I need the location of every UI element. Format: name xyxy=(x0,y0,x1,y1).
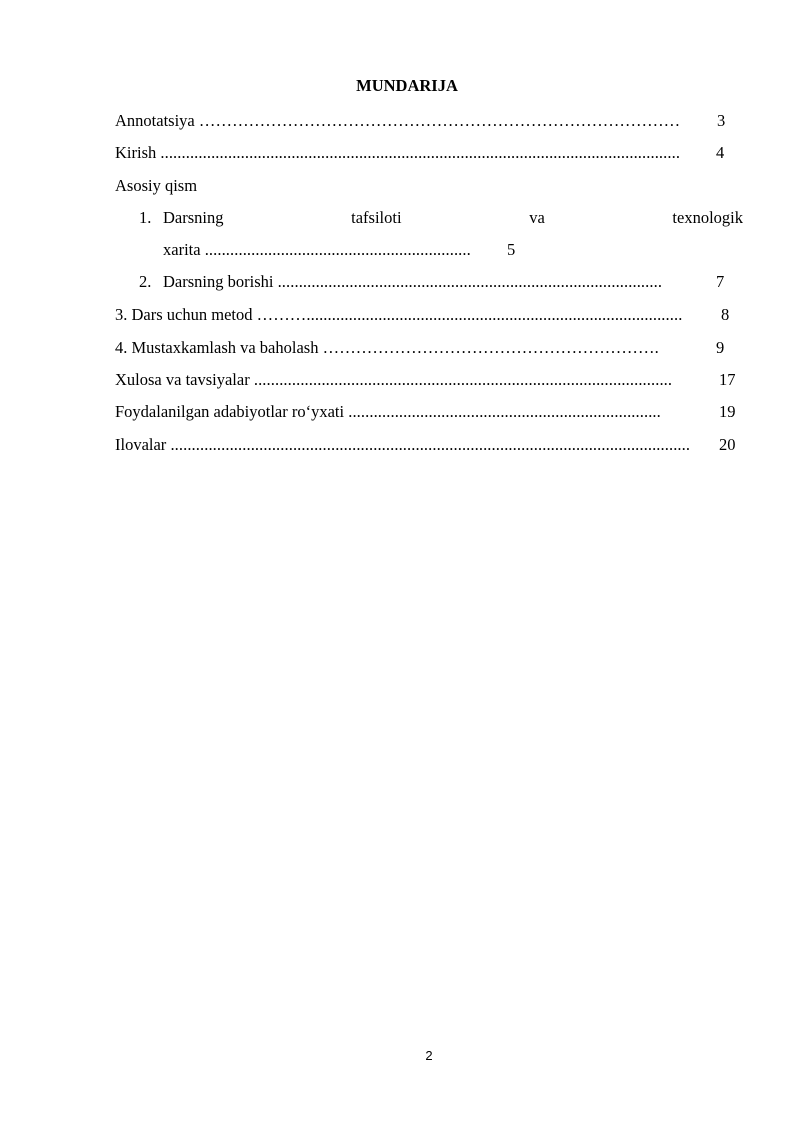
toc-page-number: 9 xyxy=(716,338,725,357)
toc-leader: .......................................................................... xyxy=(348,402,661,421)
toc-label: Xulosa va tavsiyalar xyxy=(115,370,250,389)
toc-label: 3. Dars uchun metod xyxy=(115,305,253,324)
toc-page-number: 7 xyxy=(716,272,725,291)
toc-entry-xulosa[interactable] xyxy=(115,369,719,391)
toc-leader: …………………………………………………………………………… xyxy=(198,111,681,130)
toc-page-number: 3 xyxy=(717,111,726,130)
toc-label: Foydalanilgan adabiyotlar ro‘yxati xyxy=(115,402,345,421)
toc-page-number: 20 xyxy=(719,435,736,454)
toc-leader: ............................................................... xyxy=(204,240,471,259)
toc-entry-ilovalar[interactable] xyxy=(115,434,719,456)
toc-page-number: 19 xyxy=(719,402,736,421)
page-number: 2 xyxy=(425,1048,433,1063)
toc-leader: ……………………………………………………. xyxy=(322,338,659,357)
toc-entry-asosiy-qism[interactable] xyxy=(115,175,197,197)
toc-page-number: 8 xyxy=(721,305,730,324)
toc-entry-darsning-borishi[interactable] xyxy=(163,271,716,293)
toc-entry-xarita[interactable] xyxy=(163,239,507,261)
toc-label: Ilovalar xyxy=(115,435,167,454)
toc-label: 4. Mustaxkamlash va baholash xyxy=(115,338,319,357)
toc-entry-dars-uchun-metod[interactable] xyxy=(115,304,721,326)
toc-word: texnologik xyxy=(672,208,743,227)
toc-page-number: 4 xyxy=(716,143,725,162)
toc-leader: ........................................................................................... xyxy=(277,272,663,291)
toc-label: Annotatsiya xyxy=(115,111,195,130)
toc-leader: ................................................................................................... xyxy=(253,370,673,389)
toc-item-number: 1. xyxy=(139,208,152,227)
toc-label: Asosiy qism xyxy=(115,176,198,195)
toc-word: Darsning xyxy=(163,208,224,227)
toc-label: Kirish xyxy=(115,143,157,162)
toc-item-number: 2. xyxy=(139,272,152,291)
toc-entry-mustaxkamlash[interactable] xyxy=(115,337,716,359)
toc-leader: ………......................................................................................... xyxy=(256,305,683,324)
toc-word: va xyxy=(529,208,545,227)
toc-entry-adabiyotlar[interactable] xyxy=(115,401,719,423)
toc-leader: ........................................................................................................................... xyxy=(170,435,691,454)
toc-entry-darsning-tafsiloti[interactable] xyxy=(163,207,743,229)
page-title: MUNDARIJA xyxy=(356,76,458,95)
toc-page-number: 17 xyxy=(719,370,736,389)
toc-page-number: 5 xyxy=(507,240,516,259)
toc-label: Darsning borishi xyxy=(163,272,274,291)
toc-entry-kirish[interactable] xyxy=(115,142,716,164)
toc-word: tafsiloti xyxy=(351,208,402,227)
toc-label: xarita xyxy=(163,240,201,259)
toc-entry-annotatsiya[interactable] xyxy=(115,110,726,132)
toc-leader: ........................................................................................................................... xyxy=(160,143,681,162)
